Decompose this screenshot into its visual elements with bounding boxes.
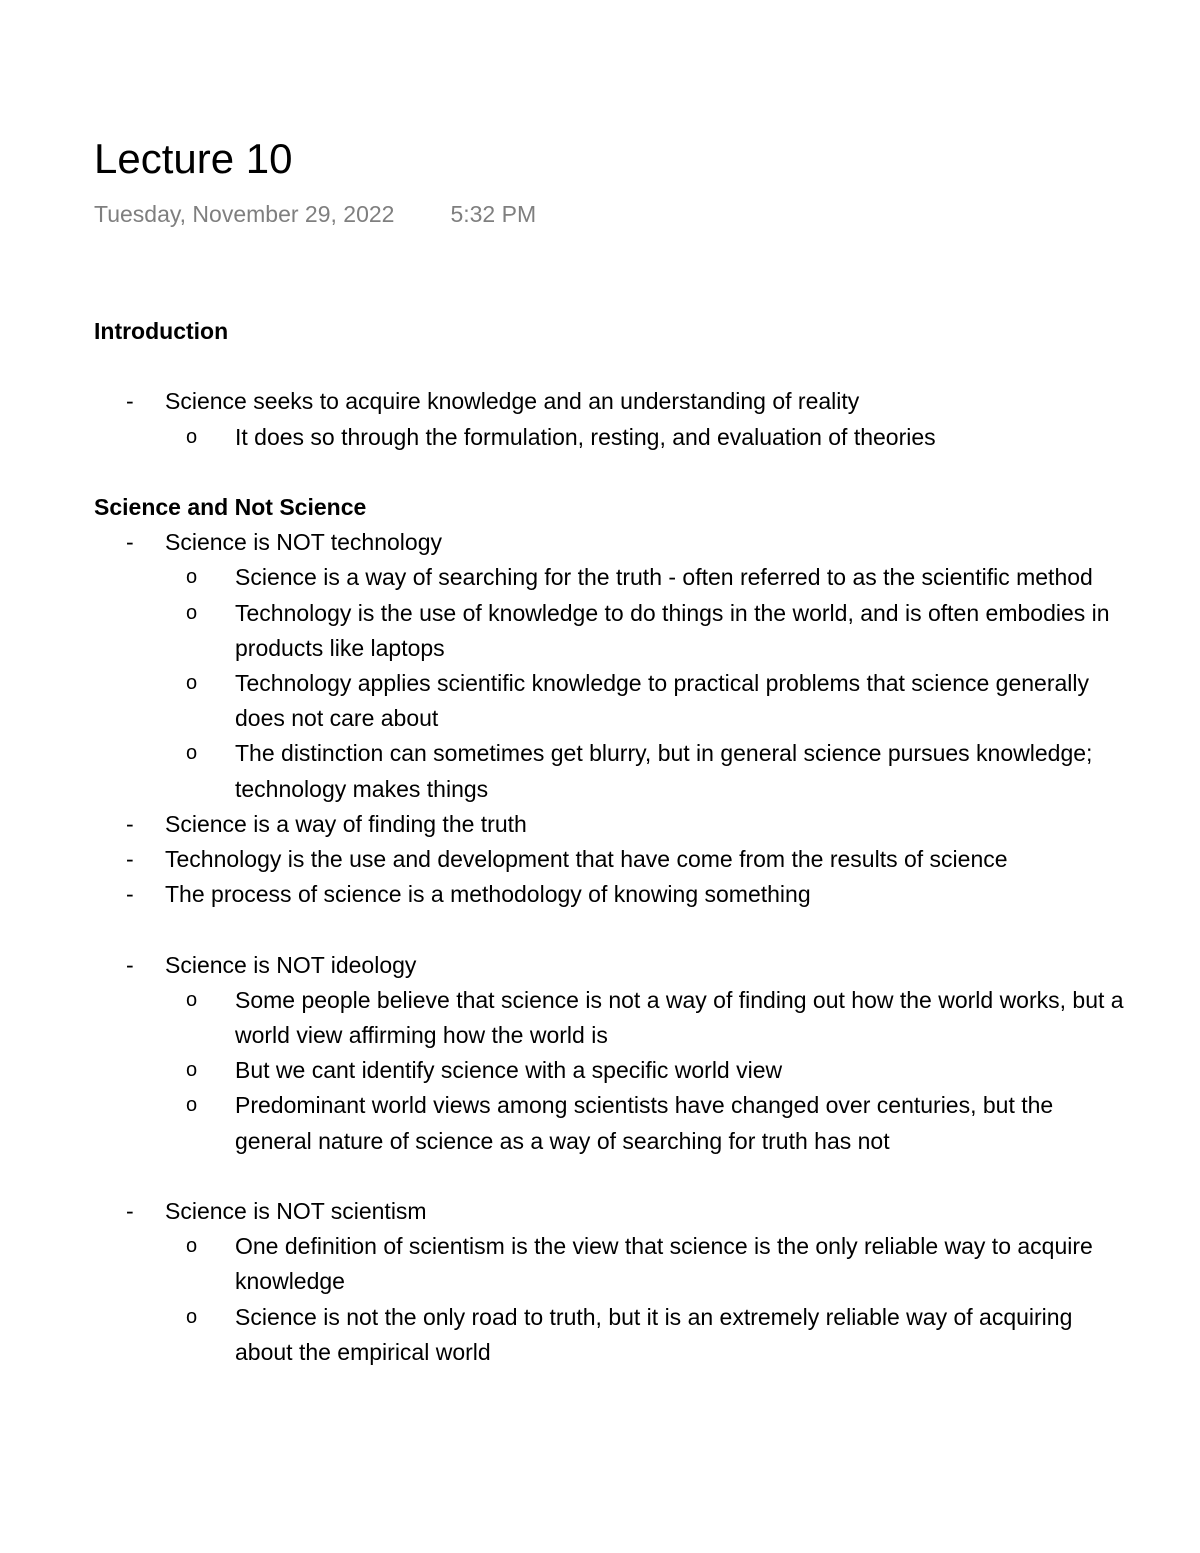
circle-bullet-icon: o — [186, 425, 198, 448]
section-heading-introduction: Introduction — [94, 318, 229, 344]
circle-bullet-icon: o — [186, 1059, 198, 1082]
sub-bullet-text: Technology is the use of knowledge to do things in the world, and is often embodies in products like laptops — [235, 599, 1110, 661]
circle-bullet-icon: o — [186, 988, 198, 1011]
sub-bullet-text: It does so through the formulation, resting, and evaluation of theories — [235, 423, 936, 450]
section-heading-science-and-not-science: Science and Not Science — [94, 493, 367, 520]
note-date: Tuesday, November 29, 2022 — [94, 201, 395, 227]
sub-bullet-text: One definition of scientism is the view that science is the only reliable way to acquire knowledge — [235, 1233, 1093, 1295]
sub-bullet-item — [94, 420, 1134, 455]
bullet-item — [94, 525, 1134, 560]
circle-bullet-icon: o — [186, 672, 198, 694]
dash-bullet-icon: - — [126, 388, 134, 415]
sub-bullet-text: Technology applies scientific knowledge to practical problems that science generally does not care about — [235, 670, 1090, 732]
sub-bullet-text: Predominant world views among scientists have changed over centuries, but the general nature of science as a way of searching for truth has not — [235, 1092, 1054, 1154]
dash-bullet-icon: - — [126, 1198, 134, 1225]
sub-bullet-item — [94, 1229, 1134, 1299]
sub-bullet-item — [94, 736, 1134, 806]
sub-bullet-text: But we cant identify science with a specific world view — [235, 1057, 783, 1084]
sub-bullet-item — [94, 1088, 1134, 1158]
note-body — [94, 314, 1134, 1370]
page-title: Lecture 10 — [94, 135, 293, 182]
dash-bullet-icon: - — [126, 881, 134, 908]
circle-bullet-icon: o — [186, 1094, 198, 1117]
bullet-item — [94, 948, 1134, 983]
bullet-item — [94, 877, 1134, 912]
circle-bullet-icon: o — [186, 1235, 198, 1258]
circle-bullet-icon: o — [186, 742, 198, 765]
note-time: 5:32 PM — [450, 201, 537, 227]
sub-bullet-item — [94, 1053, 1134, 1088]
bullet-text: Science is a way of finding the truth — [165, 810, 527, 837]
sub-bullet-item — [94, 666, 1134, 736]
spacer — [94, 912, 1134, 947]
sub-bullet-item — [94, 1300, 1134, 1370]
sub-bullet-item — [94, 983, 1134, 1053]
bullet-item — [94, 842, 1134, 877]
spacer — [94, 455, 1134, 490]
sub-bullet-text: Some people believe that science is not a way of finding out how the world works, but a world view affirming how the world is — [235, 986, 1124, 1049]
circle-bullet-icon: o — [186, 601, 198, 624]
sub-bullet-text: Science is not the only road to truth, but it is an extremely reliable way of acquiring about the empirical world — [235, 1303, 1073, 1365]
circle-bullet-icon: o — [186, 1305, 198, 1328]
bullet-text: Science is NOT scientism — [165, 1198, 427, 1225]
dash-bullet-icon: - — [126, 846, 134, 873]
bullet-item — [94, 384, 1134, 419]
bullet-text: Science is NOT ideology — [165, 951, 417, 978]
sub-bullet-item — [94, 560, 1134, 595]
note-timestamp — [94, 199, 536, 229]
dash-bullet-icon: - — [126, 810, 134, 837]
dash-bullet-icon: - — [126, 529, 134, 556]
sub-bullet-text: The distinction can sometimes get blurry, but in general science pursues knowledge; technology makes things — [235, 740, 1093, 802]
sub-bullet-item — [94, 596, 1134, 666]
bullet-text: Science is NOT technology — [165, 529, 442, 556]
sub-bullet-text: Science is a way of searching for the truth - often referred to as the scientific method — [235, 564, 1093, 591]
bullet-text: Science seeks to acquire knowledge and an understanding of reality — [165, 388, 860, 415]
bullet-item — [94, 807, 1134, 842]
bullet-text: The process of science is a methodology of knowing something — [165, 881, 811, 908]
bullet-text: Technology is the use and development that have come from the results of science — [165, 846, 1008, 873]
bullet-item — [94, 1194, 1134, 1229]
circle-bullet-icon: o — [186, 566, 198, 589]
spacer — [94, 1159, 1134, 1194]
dash-bullet-icon: - — [126, 951, 134, 978]
spacer — [94, 349, 1134, 384]
